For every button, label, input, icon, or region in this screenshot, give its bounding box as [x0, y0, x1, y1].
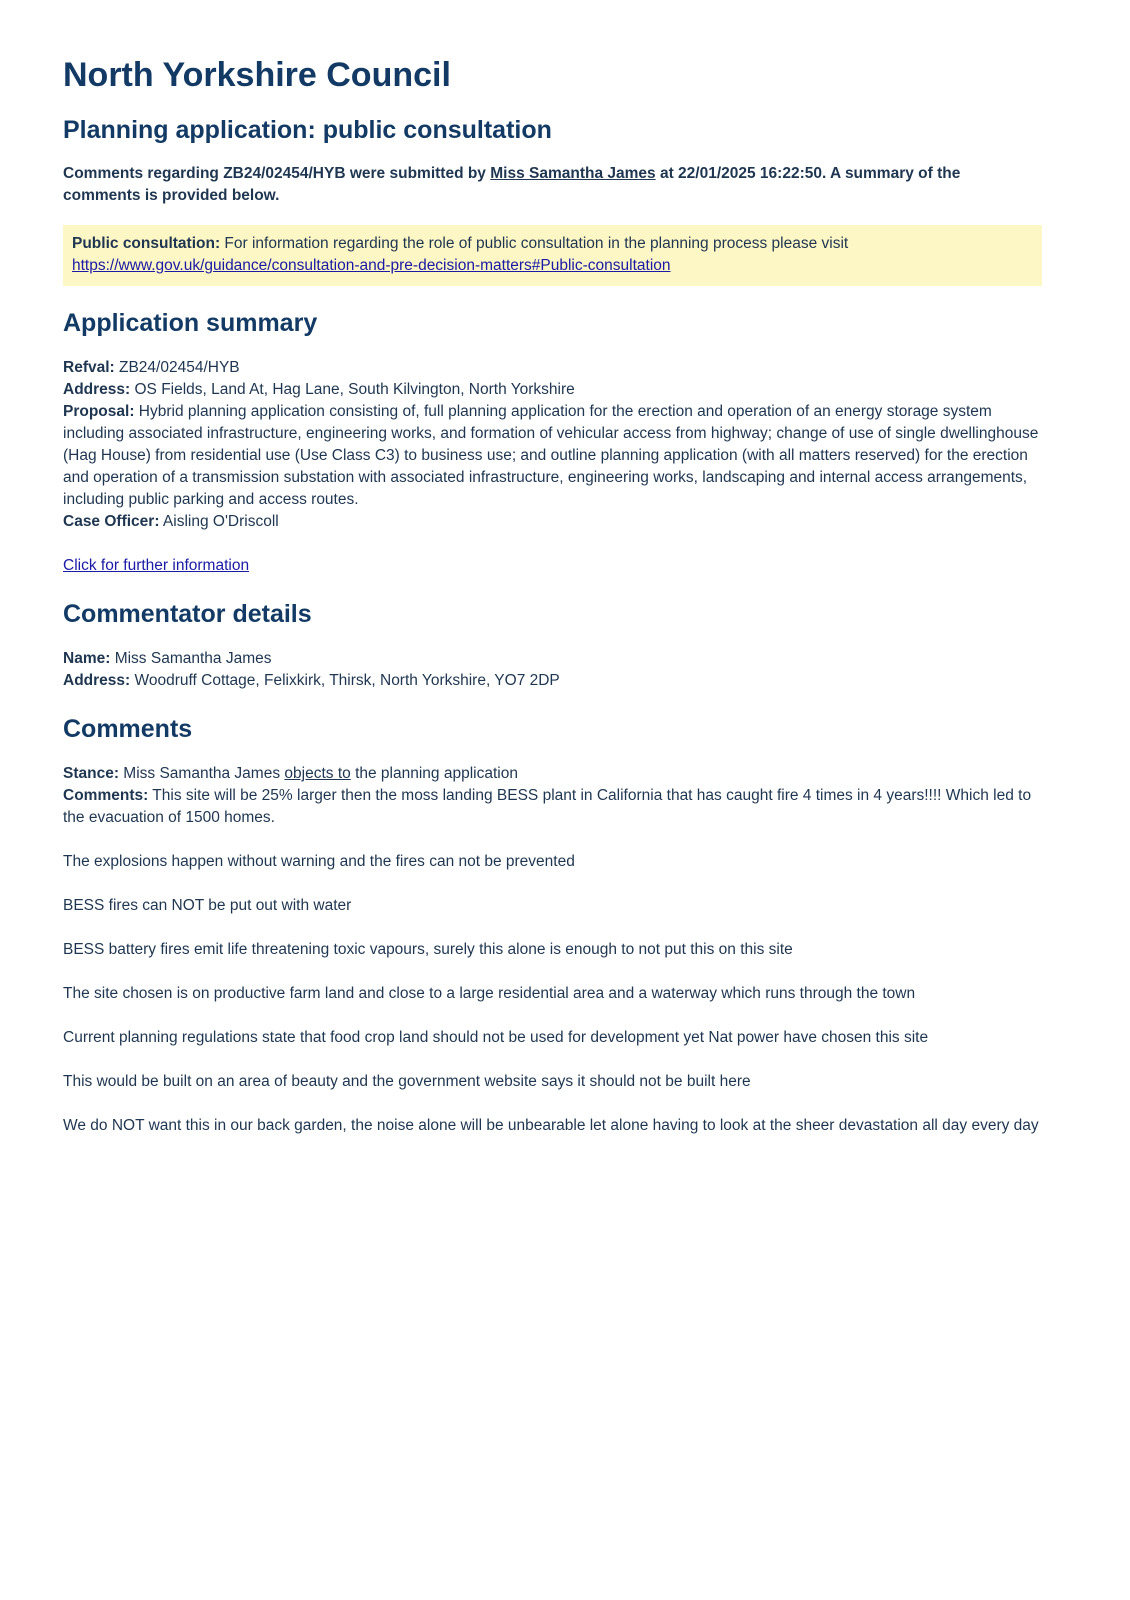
page-subtitle: Planning application: public consultation — [63, 116, 552, 144]
application-summary-heading: Application summary — [63, 309, 318, 337]
notice-text: For information regarding the role of public consultation in the planning process please visit — [220, 235, 849, 252]
comment-paragraph: This would be built on an area of beauty and the government website says it should not be built here — [63, 1073, 751, 1090]
commentator-address-row — [63, 670, 1042, 692]
public-consultation-notice — [63, 225, 1042, 286]
application-address-row — [63, 379, 1042, 401]
application-address-value: OS Fields, Land At, Hag Lane, South Kilvington, North Yorkshire — [130, 381, 575, 398]
application-summary — [63, 357, 1042, 577]
council-title: North Yorkshire Council — [63, 56, 451, 94]
refval-row — [63, 357, 1042, 379]
refval-label: Refval: — [63, 359, 115, 376]
stance-verb: objects to — [284, 765, 351, 782]
comment-paragraph: Current planning regulations state that food crop land should not be used for development yet Nat power have chosen this site — [63, 1029, 929, 1046]
refval-value: ZB24/02454/HYB — [114, 359, 240, 376]
submission-prefix: Comments regarding ZB24/02454/HYB were submitted by — [63, 165, 491, 182]
commentator-details — [63, 648, 1042, 692]
comments-first-text: This site will be 25% larger then the moss landing BESS plant in California that has caught fire 4 times in 4 years!!!! Which led to the evacuation of 1500 homes. — [63, 787, 1032, 826]
submission-summary — [63, 163, 1042, 207]
proposal-row — [63, 401, 1042, 511]
proposal-value: Hybrid planning application consisting of, full planning application for the erection and operation of an energy storage system including associated infrastructure, engineering works, and formation of vehicular access from highway; change of use of single dwellinghouse (Hag House) from residential use (Use Class C3) to business use; and outline planning application (with all matters reserved) for the erection and operation of a transmission substation with associated infrastructure, engineering works, landscaping and internal access arrangements, including public parking and access routes. — [63, 403, 1039, 508]
stance-row — [63, 763, 1042, 785]
comments-label: Comments: — [63, 787, 149, 804]
proposal-label: Proposal: — [63, 403, 135, 420]
stance-label: Stance: — [63, 765, 119, 782]
case-officer-value: Aisling O'Driscoll — [159, 513, 279, 530]
submission-suffix: at 22/01/2025 16:22:50. A summary of the comments is provided below. — [63, 165, 961, 204]
comments-heading: Comments — [63, 715, 193, 743]
further-information-link[interactable]: Click for further information — [63, 557, 250, 574]
comment-paragraph: The explosions happen without warning and the fires can not be prevented — [63, 853, 575, 870]
comment-paragraph: The site chosen is on productive farm land and close to a large residential area and a waterway which runs through the town — [63, 985, 916, 1002]
comment-paragraph: We do NOT want this in our back garden, the noise alone will be unbearable let alone having to look at the sheer devastation all day every day — [63, 1117, 1039, 1134]
commentator-address-value: Woodruff Cottage, Felixkirk, Thirsk, North Yorkshire, YO7 2DP — [130, 672, 560, 689]
commentator-address-label: Address: — [63, 672, 131, 689]
notice-label: Public consultation: — [72, 235, 221, 252]
stance-suffix: the planning application — [350, 765, 518, 782]
comment-paragraph: BESS fires can NOT be put out with water — [63, 897, 352, 914]
consultation-guidance-link[interactable]: https://www.gov.uk/guidance/consultation-and-pre-decision-matters#Public-consultation — [72, 257, 671, 274]
commentator-details-heading: Commentator details — [63, 600, 312, 628]
comments-first-row — [63, 785, 1042, 829]
commentator-name-value: Miss Samantha James — [110, 650, 272, 667]
commentator-name-row — [63, 648, 1042, 670]
submitter-name-link[interactable]: Miss Samantha James — [490, 165, 656, 182]
case-officer-label: Case Officer: — [63, 513, 160, 530]
comment-paragraph: BESS battery fires emit life threatening toxic vapours, surely this alone is enough to not put this on this site — [63, 941, 793, 958]
stance-name: Miss Samantha James — [119, 765, 285, 782]
comments-body — [63, 763, 1042, 1137]
case-officer-row — [63, 511, 1042, 533]
application-address-label: Address: — [63, 381, 131, 398]
commentator-name-label: Name: — [63, 650, 111, 667]
